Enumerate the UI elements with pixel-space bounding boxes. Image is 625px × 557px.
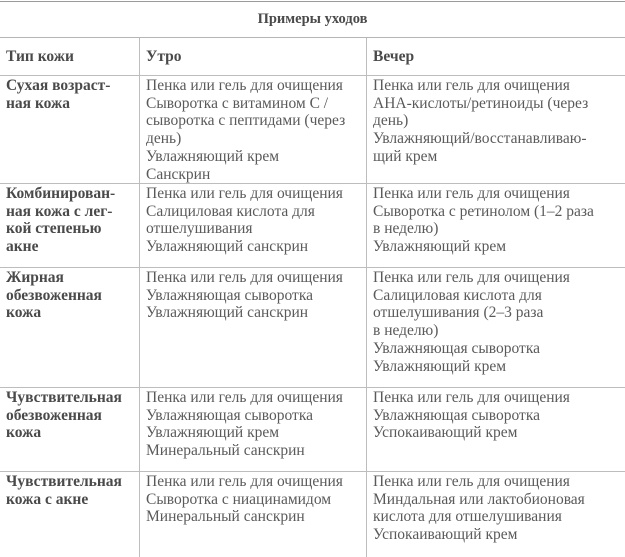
cell-line: Увлажняющая сыворотка — [373, 406, 540, 424]
cell-line: Пенка или гель для очищения — [373, 389, 570, 406]
cell-line: Пенка или гель для очищения — [146, 269, 343, 286]
morning-cell — [140, 472, 367, 557]
cell-line: щий крем — [373, 147, 438, 165]
skin-type-cell — [0, 388, 140, 471]
cell-line: день) — [146, 130, 182, 148]
evening-cell — [367, 472, 625, 557]
cell-line: Увлажняющая сыворотка — [373, 339, 540, 357]
header-evening: Вечер — [373, 48, 415, 65]
table-row — [0, 184, 625, 268]
skin-type-cell — [0, 268, 140, 387]
cell-line: Пенка или гель для очищения — [373, 269, 570, 286]
morning-cell — [140, 268, 367, 387]
cell-line: кожа с акне — [6, 490, 89, 508]
cell-line: Пенка или гель для очищения — [373, 473, 570, 490]
cell-line: Увлажняющий крем — [146, 424, 280, 442]
cell-line: Салициловая кислота для — [146, 202, 315, 220]
cell-line: Увлажняющий крем — [373, 238, 507, 256]
cell-line: Сыворотка с ретинолом (1–2 раза — [373, 202, 594, 220]
cell-line: Пенка или гель для очищения — [373, 77, 570, 94]
morning-cell — [140, 76, 367, 183]
cell-line: Санскрин — [146, 165, 211, 183]
cell-line: Увлажняющая сыворотка — [146, 406, 313, 424]
table-row — [0, 268, 625, 388]
cell-line: Чувствительная — [6, 389, 122, 406]
cell-line: отшелушивания (2–3 раза — [373, 304, 544, 322]
cell-line: Миндальная или лактобионовая — [373, 490, 585, 508]
cell-line: в неделю) — [373, 220, 439, 238]
cell-line: Комбинирован- — [6, 185, 116, 202]
cell-line: отшелушивания — [146, 220, 253, 238]
cell-line: Увлажняющий санскрин — [146, 304, 309, 322]
cell-line: Успокаивающий крем — [373, 424, 518, 442]
cell-line: обезвоженная — [6, 286, 102, 304]
cell-line: Увлажняющий крем — [146, 147, 280, 165]
cell-line: кой степенью — [6, 220, 102, 238]
evening-cell — [367, 184, 625, 267]
cell-line: акне — [6, 238, 39, 256]
header-row — [0, 38, 625, 76]
morning-cell — [140, 184, 367, 267]
table-row — [0, 472, 625, 557]
cell-line: Успокаивающий крем — [373, 526, 518, 544]
header-skin-type: Тип кожи — [0, 38, 140, 75]
evening-cell — [367, 268, 625, 387]
cell-line: кожа — [6, 424, 42, 442]
evening-cell — [367, 388, 625, 471]
cell-line: Пенка или гель для очищения — [146, 389, 343, 406]
skin-type-cell — [0, 184, 140, 267]
cell-line: Чувствительная — [6, 473, 122, 490]
cell-line: Пенка или гель для очищения — [146, 473, 343, 490]
table-row — [0, 388, 625, 472]
cell-line: Минеральный санскрин — [146, 442, 305, 460]
cell-line: Увлажняющий крем — [373, 357, 507, 375]
cell-line: сыворотка с пептидами (через — [146, 112, 346, 130]
cell-line: Минеральный санскрин — [146, 508, 305, 526]
cell-line: Пенка или гель для очищения — [373, 185, 570, 202]
cell-line: Сыворотка с ниацинамидом — [146, 490, 332, 508]
header-morning: Утро — [140, 38, 367, 75]
cell-line: в неделю) — [373, 322, 439, 340]
cell-line: ная кожа — [6, 94, 71, 112]
cell-line: обезвоженная — [6, 406, 102, 424]
cell-line: кислота для отшелушивания — [373, 508, 562, 526]
evening-cell — [367, 76, 625, 183]
cell-line: Увлажняющий/восстанавливаю- — [373, 130, 587, 148]
cell-line: Пенка или гель для очищения — [146, 185, 343, 202]
cell-line: Пенка или гель для очищения — [146, 77, 343, 94]
cell-line: Увлажняющий санскрин — [146, 238, 309, 256]
cell-line: АНА-кислоты/ретиноиды (через — [373, 94, 589, 112]
cell-line: кожа — [6, 304, 42, 322]
cell-line: Салициловая кислота для — [373, 286, 542, 304]
skin-type-cell — [0, 472, 140, 557]
table-title: Примеры уходов — [0, 1, 625, 38]
cell-line: Жирная — [6, 269, 64, 286]
skin-type-cell — [0, 76, 140, 183]
table-row — [0, 76, 625, 184]
cell-line: ная кожа с лег- — [6, 202, 113, 220]
cell-line: Сыворотка с витамином С / — [146, 94, 329, 112]
morning-cell — [140, 388, 367, 471]
cell-line: Увлажняющая сыворотка — [146, 286, 313, 304]
cell-line: Сухая возраст- — [6, 77, 111, 94]
cell-line: день) — [373, 112, 409, 130]
